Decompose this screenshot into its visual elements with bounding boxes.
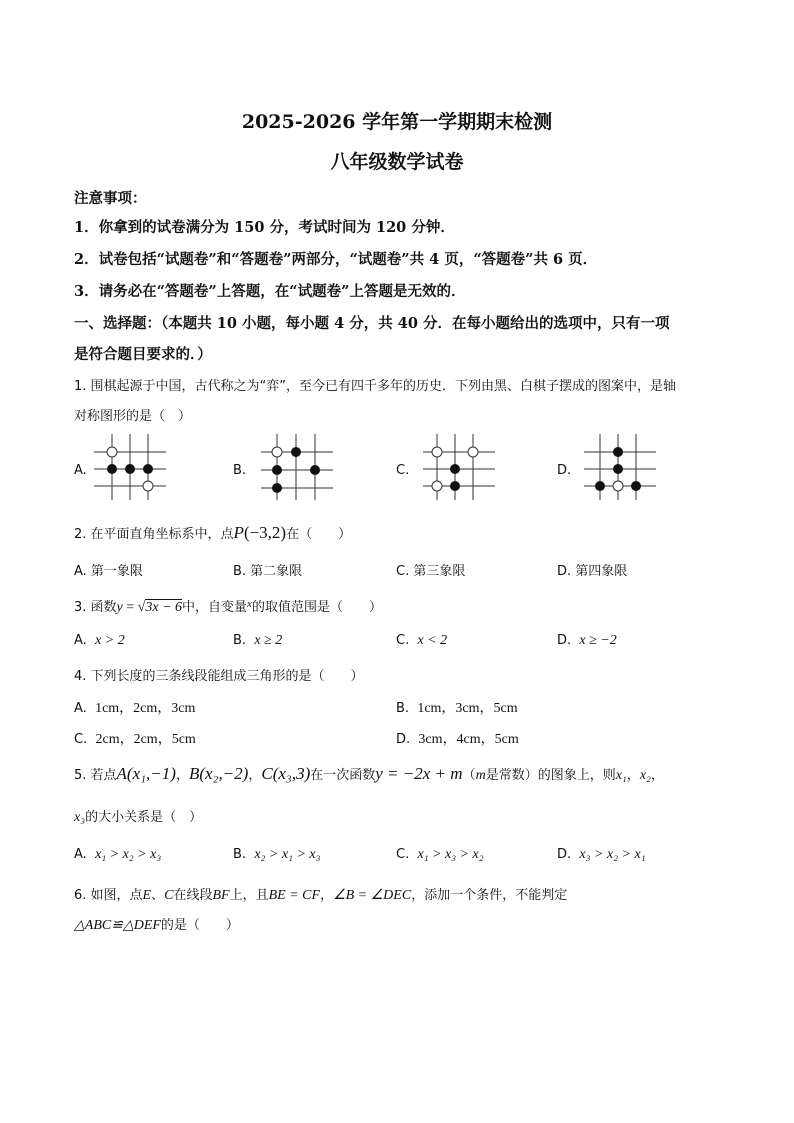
question-6-stem-cont: △ABC≌△DEF的是（ ） <box>74 918 239 933</box>
white-stone <box>432 481 442 491</box>
black-stone <box>291 447 301 457</box>
q4-option-a: A. 1cm，2cm，3cm <box>74 701 196 716</box>
white-stone <box>432 447 442 457</box>
question-2-stem: 2. 在平面直角坐标系中，点P(−3,2)在（ ） <box>74 523 352 542</box>
q3-option-c: C. x < 2 <box>396 633 448 648</box>
point-label: P <box>233 523 244 542</box>
page-title: 2025-2026 学年第一学期期末检测 <box>241 111 553 133</box>
go-board-d <box>580 432 660 502</box>
black-stone <box>143 464 153 474</box>
q1-option-d-label: D. <box>557 463 572 478</box>
go-board-b <box>257 432 337 502</box>
section-heading: 一、选择题：（本题共 10 小题，每小题 4 分，共 40 分．在每小题给出的选项中，只有一项 <box>74 315 670 332</box>
white-stone <box>143 481 153 491</box>
white-stone <box>107 447 117 457</box>
q2-option-b: B. 第二象限 <box>233 564 303 579</box>
radicand: 3x − 6 <box>145 600 183 615</box>
q2-option-d: D. 第四象限 <box>557 564 628 579</box>
q5-option-a: A. x₁ > x₂ > x₃ <box>74 847 162 862</box>
black-stone <box>450 464 460 474</box>
black-stone <box>613 464 623 474</box>
page-subtitle: 八年级数学试卷 <box>330 151 464 173</box>
point-coord: (−3,2) <box>243 523 287 542</box>
notice-item: 1．你拿到的试卷满分为 150 分，考试时间为 120 分钟． <box>74 219 455 236</box>
white-stone <box>613 481 623 491</box>
black-stone <box>631 481 641 491</box>
question-1-stem-cont: 对称图形的是（ ） <box>74 409 192 424</box>
q2-option-c: C. 第三象限 <box>396 564 466 579</box>
q3-option-a: A. x > 2 <box>74 633 125 648</box>
go-board-a <box>90 432 170 502</box>
question-5-stem-cont: x₃的大小关系是（ ） <box>74 810 203 825</box>
black-stone <box>613 447 623 457</box>
q4-option-c: C. 2cm，2cm，5cm <box>74 732 196 747</box>
white-stone <box>272 447 282 457</box>
q5-option-d: D. x₃ > x₂ > x₁ <box>557 847 646 862</box>
q1-option-c-label: C. <box>396 463 410 478</box>
q3-option-d: D. x ≥ −2 <box>557 633 617 648</box>
black-stone <box>450 481 460 491</box>
q5-option-c: C. x₁ > x₃ > x₂ <box>396 847 484 862</box>
question-1-stem: 1. 围棋起源于中国，古代称之为“弈”，至今已有四千多年的历史．下列由黑、白棋子摆成的图案中，是轴 <box>74 379 677 394</box>
question-5-stem: 5. 若点A(x₁,−1)，B(x₂,−2)，C(x₃,3)在一次函数y = −2x + m（m是常数）的图象上，则x₁，x₂， <box>74 764 664 783</box>
black-stone <box>310 465 320 475</box>
black-stone <box>595 481 605 491</box>
black-stone <box>125 464 135 474</box>
question-3-stem: 3. 函数y = √3x − 6中，自变量$^x$的取值范围是（ ） <box>74 598 382 615</box>
question-6-stem: 6. 如图，点E、C在线段BF上，且BE = CF，∠B = ∠DEC，添加一个条件，不能判定 <box>74 888 568 903</box>
section-heading-cont: 是符合题目要求的．） <box>74 346 212 363</box>
q4-option-b: B. 1cm，3cm，5cm <box>396 701 518 716</box>
q2-option-a: A. 第一象限 <box>74 564 143 579</box>
notice-item: 2．试卷包括“试题卷”和“答题卷”两部分，“试题卷”共 4 页，“答题卷”共 6 页． <box>74 251 598 268</box>
black-stone <box>272 465 282 475</box>
q1-option-a-label: A. <box>74 463 87 478</box>
white-stone <box>468 447 478 457</box>
q4-option-d: D. 3cm，4cm，5cm <box>396 732 519 747</box>
q3-option-b: B. x ≥ 2 <box>233 633 283 648</box>
black-stone <box>107 464 117 474</box>
notice-item: 3．请务必在“答题卷”上答题，在“试题卷”上答题是无效的． <box>74 283 466 300</box>
q5-option-b: B. x₂ > x₁ > x₃ <box>233 847 321 862</box>
q1-option-b-label: B. <box>233 463 247 478</box>
notice-heading: 注意事项： <box>74 190 147 207</box>
go-board-c <box>419 432 499 502</box>
sqrt-sign: √ <box>137 600 146 615</box>
black-stone <box>272 483 282 493</box>
question-4-stem: 4. 下列长度的三条线段能组成三角形的是（ ） <box>74 669 364 684</box>
